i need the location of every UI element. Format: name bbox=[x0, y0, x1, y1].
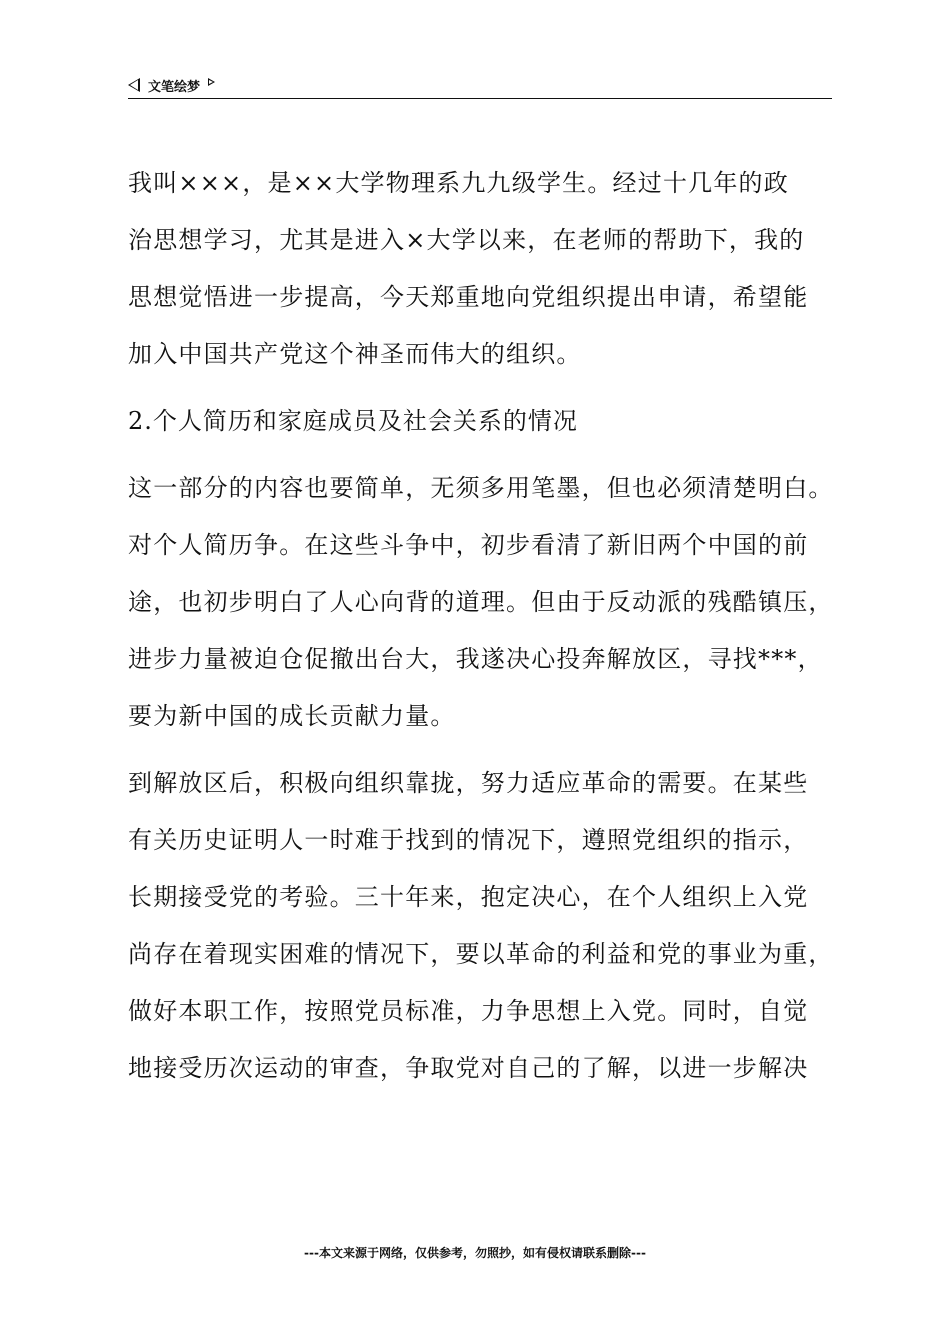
paragraph-resume bbox=[128, 460, 833, 745]
text-line: 要为新中国的成长贡献力量。 bbox=[128, 702, 456, 730]
text-line: 长期接受党的考验。三十年来，抱定决心，在个人组织上入党 bbox=[128, 883, 809, 911]
text-line: 这一部分的内容也要简单，无须多用笔墨，但也必须清楚明白。 bbox=[128, 474, 834, 502]
page-header bbox=[128, 74, 832, 99]
text-line: 我叫×××，是××大学物理系九九级学生。经过十几年的政 bbox=[128, 169, 789, 197]
text-line: 做好本职工作，按照党员标准，力争思想上入党。同时，自觉 bbox=[128, 997, 809, 1025]
document-body bbox=[128, 155, 833, 1097]
header-title: 文笔绘梦 bbox=[148, 79, 201, 95]
section-heading: 2.个人简历和家庭成员及社会关系的情况 bbox=[128, 407, 578, 435]
text-line: 地接受历次运动的审查，争取党对自己的了解，以进一步解决 bbox=[128, 1054, 809, 1082]
triangle-left-icon bbox=[128, 78, 140, 92]
text-line: 对个人简历争。在这些斗争中，初步看清了新旧两个中国的前 bbox=[128, 531, 809, 559]
paragraph-intro bbox=[128, 155, 833, 383]
text-line: 进步力量被迫仓促撤出台大，我遂决心投奔解放区，寻找***， bbox=[128, 645, 823, 673]
text-line: 思想觉悟进一步提高，今天郑重地向党组织提出申请，希望能 bbox=[128, 283, 809, 311]
triangle-right-icon bbox=[208, 78, 215, 86]
text-line: 有关历史证明人一时难于找到的情况下，遵照党组织的指示， bbox=[128, 826, 809, 854]
paragraph-history bbox=[128, 755, 833, 1097]
text-line: 途，也初步明白了人心向背的道理。但由于反动派的残酷镇压， bbox=[128, 588, 834, 616]
text-line: 到解放区后，积极向组织靠拢，努力适应革命的需要。在某些 bbox=[128, 769, 809, 797]
text-line: 加入中国共产党这个神圣而伟大的组织。 bbox=[128, 340, 582, 368]
text-line: 尚存在着现实困难的情况下，要以革命的利益和党的事业为重， bbox=[128, 940, 834, 968]
footer-disclaimer: ---本文来源于网络，仅供参考，勿照抄，如有侵权请联系删除--- bbox=[304, 1246, 646, 1260]
text-line: 治思想学习，尤其是进入×大学以来，在老师的帮助下，我的 bbox=[128, 226, 805, 254]
